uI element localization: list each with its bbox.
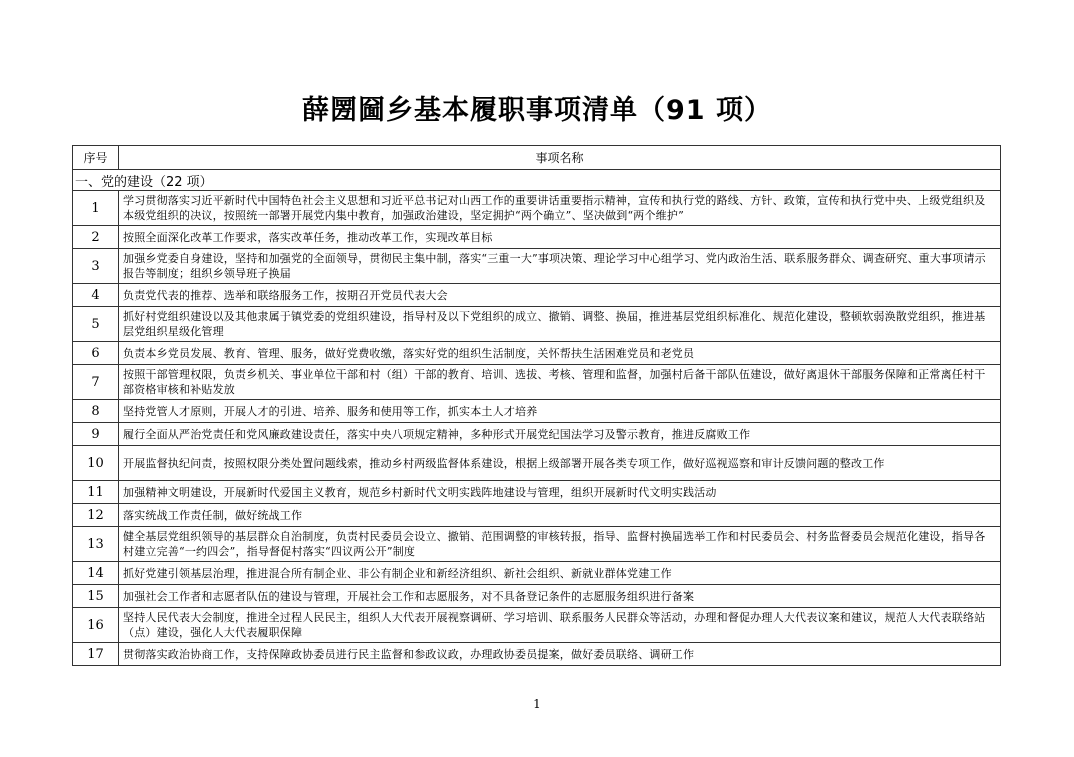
row-text: 按照干部管理权限，负责乡机关、事业单位干部和村（组）干部的教育、培训、选拔、考核、管理和监督，加强村后备干部队伍建设，做好离退休干部服务保障和正常离任村干部资格审核和补贴发放	[119, 365, 1001, 400]
document-title: 薛圐圙乡基本履职事项清单（91 项）	[302, 95, 772, 126]
row-number: 3	[73, 249, 119, 284]
table-row	[73, 400, 1001, 423]
table-row	[73, 585, 1001, 608]
row-number: 4	[73, 284, 119, 307]
row-text: 坚持人民代表大会制度，推进全过程人民民主，组织人大代表开展视察调研、学习培训、联系服务人民群众等活动，办理和督促办理人大代表议案和建议，规范人大代表联络站（点）建设，强化人大代表履职保障	[119, 608, 1001, 643]
row-number: 14	[73, 562, 119, 585]
row-number: 8	[73, 400, 119, 423]
row-text: 加强乡党委自身建设，坚持和加强党的全面领导，贯彻民主集中制，落实“三重一大”事项决策、理论学习中心组学习、党内政治生活、联系服务群众、调查研究、重大事项请示报告等制度；组织乡领导班子换届	[119, 249, 1001, 284]
row-number: 11	[73, 481, 119, 504]
row-number: 12	[73, 504, 119, 527]
row-text: 贯彻落实政治协商工作，支持保障政协委员进行民主监督和参政议政，办理政协委员提案，做好委员联络、调研工作	[119, 643, 1001, 666]
row-text: 落实统战工作责任制，做好统战工作	[119, 504, 1001, 527]
row-number: 16	[73, 608, 119, 643]
table-row	[73, 226, 1001, 249]
row-text: 按照全面深化改革工作要求，落实改革任务，推动改革工作，实现改革目标	[119, 226, 1001, 249]
row-number: 15	[73, 585, 119, 608]
row-number: 10	[73, 446, 119, 481]
table-row	[73, 562, 1001, 585]
page-number: 1	[533, 697, 541, 711]
row-text: 加强精神文明建设，开展新时代爱国主义教育，规范乡村新时代文明实践阵地建设与管理，组织开展新时代文明实践活动	[119, 481, 1001, 504]
row-number: 6	[73, 342, 119, 365]
row-number: 1	[73, 191, 119, 226]
table-header-row	[73, 146, 1001, 170]
row-number: 7	[73, 365, 119, 400]
table-row	[73, 608, 1001, 643]
row-number: 17	[73, 643, 119, 666]
row-text: 抓好村党组织建设以及其他隶属于镇党委的党组织建设，指导村及以下党组织的成立、撤销、调整、换届，推进基层党组织标准化、规范化建设，整顿软弱涣散党组织，推进基层党组织星级化管理	[119, 307, 1001, 342]
row-text: 抓好党建引领基层治理，推进混合所有制企业、非公有制企业和新经济组织、新社会组织、新就业群体党建工作	[119, 562, 1001, 585]
table-row	[73, 481, 1001, 504]
row-text: 学习贯彻落实习近平新时代中国特色社会主义思想和习近平总书记对山西工作的重要讲话重要指示精神，宣传和执行党的路线、方针、政策，宣传和执行党中央、上级党组织及本级党组织的决议，按照统一部署开展党内集中教育，加强政治建设，坚定拥护“两个确立”、坚决做到“两个维护”	[119, 191, 1001, 226]
row-text: 履行全面从严治党责任和党风廉政建设责任，落实中央八项规定精神，多种形式开展党纪国法学习及警示教育，推进反腐败工作	[119, 423, 1001, 446]
table-row	[73, 249, 1001, 284]
row-number: 9	[73, 423, 119, 446]
row-number: 13	[73, 527, 119, 562]
header-serial-number: 序号	[73, 146, 119, 170]
table-row	[73, 504, 1001, 527]
row-text: 负责党代表的推荐、选举和联络服务工作，按期召开党员代表大会	[119, 284, 1001, 307]
row-number: 5	[73, 307, 119, 342]
row-text: 坚持党管人才原则，开展人才的引进、培养、服务和使用等工作，抓实本土人才培养	[119, 400, 1001, 423]
table-row	[73, 643, 1001, 666]
table-row	[73, 446, 1001, 481]
table-row	[73, 342, 1001, 365]
row-text: 加强社会工作者和志愿者队伍的建设与管理，开展社会工作和志愿服务，对不具备登记条件的志愿服务组织进行备案	[119, 585, 1001, 608]
table-row	[73, 191, 1001, 226]
row-text: 开展监督执纪问责，按照权限分类处置问题线索，推动乡村两级监督体系建设，根据上级部署开展各类专项工作，做好巡视巡察和审计反馈问题的整改工作	[119, 446, 1001, 481]
table-row	[73, 423, 1001, 446]
table-row	[73, 307, 1001, 342]
table-row	[73, 284, 1001, 307]
table-row	[73, 365, 1001, 400]
header-item-name: 事项名称	[119, 146, 1001, 170]
section-heading: 一、党的建设（22 项）	[73, 170, 1001, 191]
row-number: 2	[73, 226, 119, 249]
section-row	[73, 170, 1001, 191]
duty-list-table	[72, 145, 1001, 666]
row-text: 负责本乡党员发展、教育、管理、服务，做好党费收缴，落实好党的组织生活制度，关怀帮扶生活困难党员和老党员	[119, 342, 1001, 365]
row-text: 健全基层党组织领导的基层群众自治制度，负责村民委员会设立、撤销、范围调整的审核转报，指导、监督村换届选举工作和村民委员会、村务监督委员会规范化建设，指导各村建立完善“一约四会”，指导督促村落实“四议两公开”制度	[119, 527, 1001, 562]
table-row	[73, 527, 1001, 562]
